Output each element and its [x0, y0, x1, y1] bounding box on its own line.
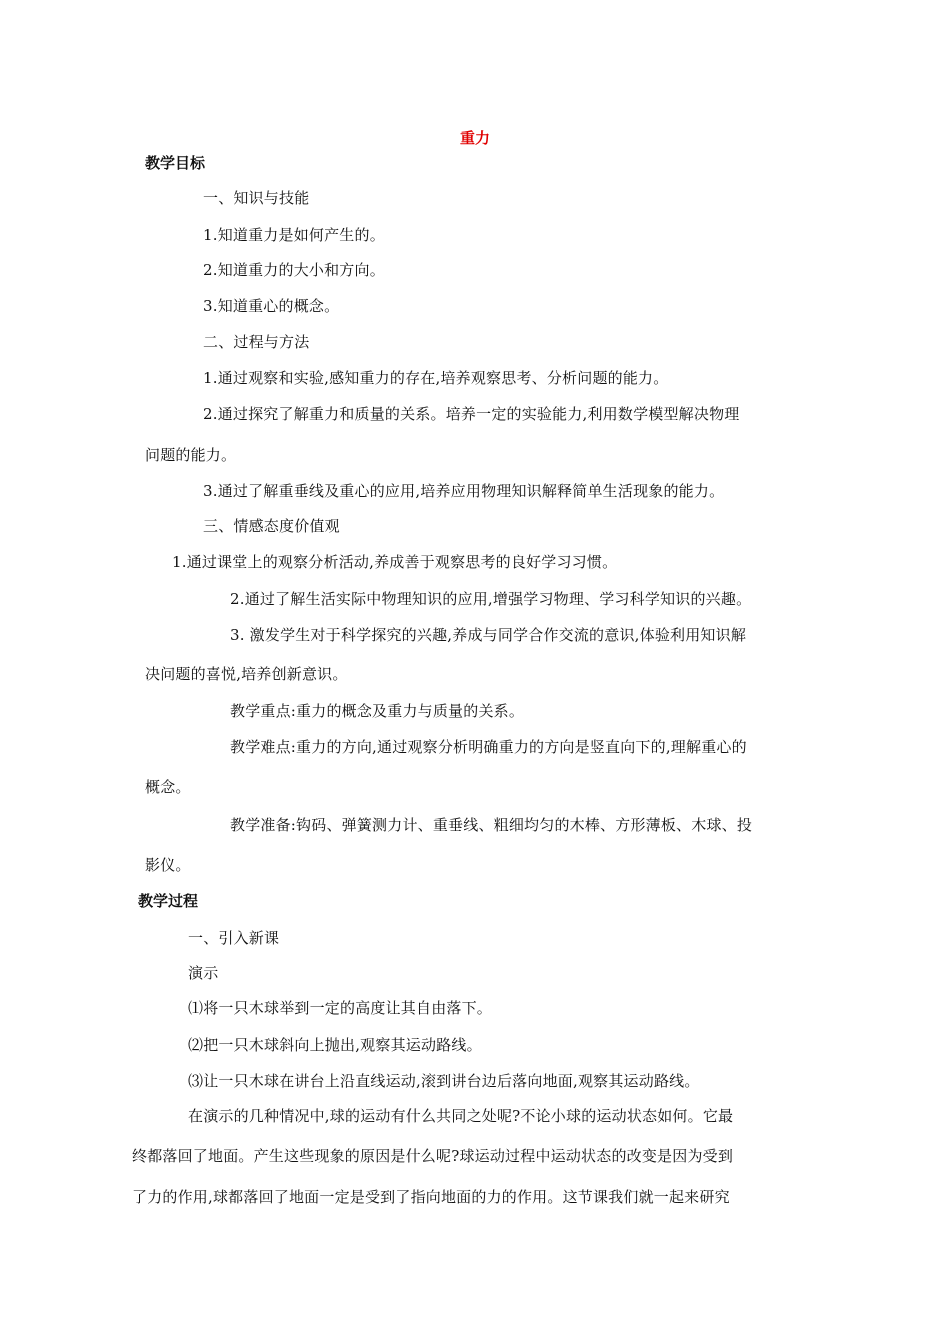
process-item: 3.通过了解重垂线及重心的应用,培养应用物理知识解释简单生活现象的能力。: [203, 482, 725, 500]
process-item-continuation: 问题的能力。: [145, 446, 237, 464]
paragraph-line: 在演示的几种情况中,球的运动有什么共同之处呢?不论小球的运动状态如何。它最: [188, 1107, 734, 1125]
section-heading-objectives: 教学目标: [145, 154, 206, 172]
demo-item: ⑶让一只木球在讲台上沿直线运动,滚到讲台边后落向地面,观察其运动路线。: [188, 1072, 700, 1090]
paragraph-line: 了力的作用,球都落回了地面一定是受到了指向地面的力的作用。这节课我们就一起来研究: [132, 1188, 730, 1206]
subheading-emotion-values: 三、情感态度价值观: [203, 517, 340, 535]
emotion-item: 3. 激发学生对于科学探究的兴趣,养成与同学合作交流的意识,体验利用知识解: [230, 626, 747, 644]
process-item: 2.通过探究了解重力和质量的关系。培养一定的实验能力,利用数学模型解决物理: [203, 405, 740, 423]
process-item: 1.通过观察和实验,感知重力的存在,培养观察思考、分析问题的能力。: [203, 369, 669, 387]
demo-label: 演示: [188, 964, 219, 982]
subheading-process-method: 二、过程与方法: [203, 333, 310, 351]
difficulty-continuation: 概念。: [145, 778, 191, 796]
subheading-intro: 一、引入新课: [188, 929, 280, 947]
subheading-knowledge: 一、知识与技能: [203, 189, 310, 207]
preparation: 教学准备:钩码、弹簧测力计、重垂线、粗细均匀的木棒、方形薄板、木球、投: [230, 816, 753, 834]
emotion-item: 1.通过课堂上的观察分析活动,养成善于观察思考的良好学习习惯。: [172, 553, 618, 571]
knowledge-item: 2.知道重力的大小和方向。: [203, 261, 385, 279]
key-point: 教学重点:重力的概念及重力与质量的关系。: [230, 702, 525, 720]
knowledge-item: 3.知道重心的概念。: [203, 297, 340, 315]
emotion-item: 2.通过了解生活实际中物理知识的应用,增强学习物理、学习科学知识的兴趣。: [230, 590, 752, 608]
demo-item: ⑴将一只木球举到一定的高度让其自由落下。: [188, 999, 493, 1017]
section-heading-process: 教学过程: [138, 892, 199, 910]
difficulty: 教学难点:重力的方向,通过观察分析明确重力的方向是竖直向下的,理解重心的: [230, 738, 747, 756]
demo-item: ⑵把一只木球斜向上抛出,观察其运动路线。: [188, 1036, 482, 1054]
paragraph-line: 终都落回了地面。产生这些现象的原因是什么呢?球运动过程中运动状态的改变是因为受到: [132, 1147, 734, 1165]
knowledge-item: 1.知道重力是如何产生的。: [203, 226, 385, 244]
preparation-continuation: 影仪。: [145, 856, 191, 874]
emotion-item-continuation: 决问题的喜悦,培养创新意识。: [145, 665, 348, 683]
document-title: 重力: [459, 129, 490, 147]
